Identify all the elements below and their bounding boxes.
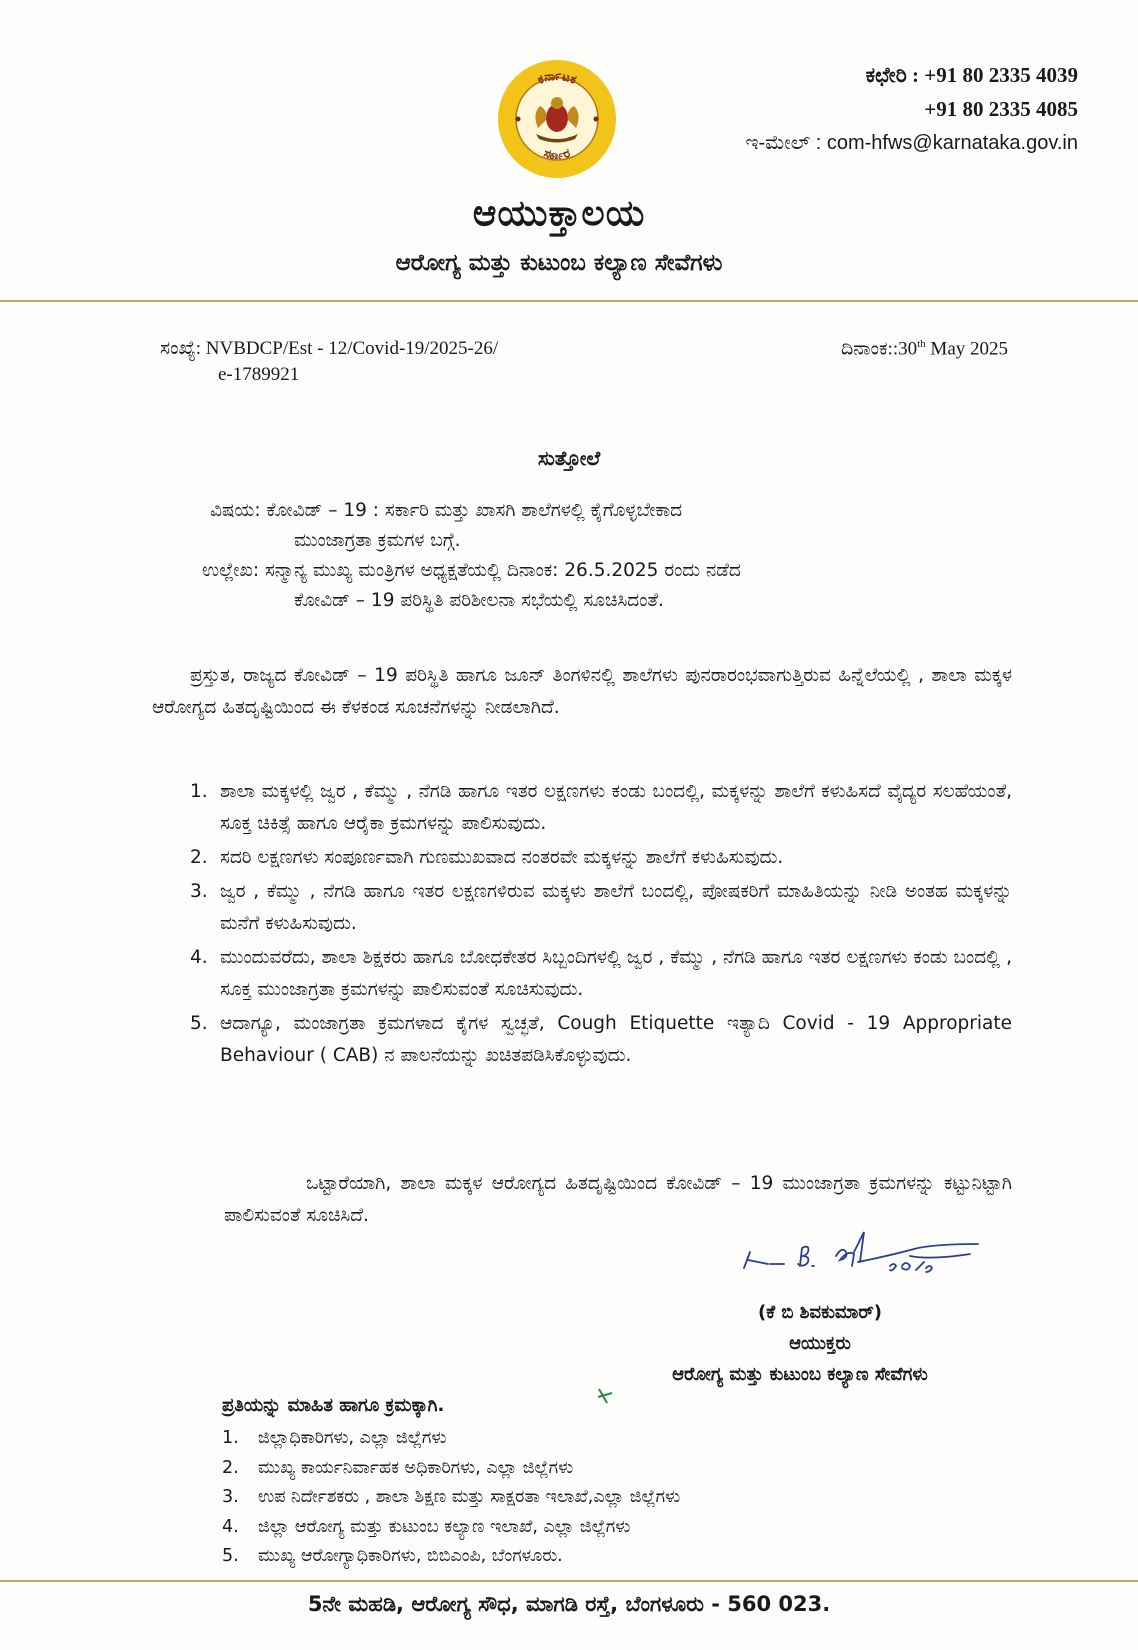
list-item-number: 3.: [222, 1487, 239, 1507]
subject-line-2: ಮುಂಜಾಗ್ರತಾ ಕ್ರಮಗಳ ಬಗ್ಗೆ.: [294, 530, 461, 551]
list-item: [222, 1542, 680, 1572]
list-item: [222, 1454, 680, 1484]
signer-designation: ಆಯುಕ್ತರು: [789, 1333, 851, 1354]
list-item: [152, 942, 1012, 1006]
list-item-number: 4.: [222, 1516, 239, 1537]
circular-date: [841, 338, 1008, 360]
closing-paragraph: [224, 1168, 1012, 1232]
date-sup: th: [917, 338, 926, 350]
list-item: [152, 776, 1012, 840]
footer-address: 5ನೇ ಮಹಡಿ, ಆರೋಗ್ಯ ಸೌಧ, ಮಾಗಡಿ ರಸ್ತೆ, ಬೆಂಗಳೂರು - 560 023.: [307, 1592, 831, 1616]
closing-text: ಒಟ್ಟಾರೆಯಾಗಿ, ಶಾಲಾ ಮಕ್ಕಳ ಆರೋಗ್ಯದ ಹಿತದೃಷ್ಟಿಯಿಂದ ಕೋವಿಡ್ – 19 ಮುಂಜಾಗ್ರತಾ ಕ್ರಮಗಳನ್ನು ಕಟ್ಟುನಿಟ್ಟಾಗಿ ಪಾಲಿಸುವಂತೆ ಸೂಚಿಸಿದೆ.: [224, 1173, 1012, 1226]
svg-text:ಸರ್ಕಾರ: [542, 146, 572, 162]
header-divider: [0, 300, 1138, 302]
office-email[interactable]: ಇ-ಮೇಲ್ : com-hfws@karnataka.gov.in: [745, 132, 1078, 154]
list-item: [222, 1513, 680, 1543]
list-item-text: ಉಪ ನಿರ್ದೇಶಕರು , ಶಾಲಾ ಶಿಕ್ಷಣ ಮತ್ತು ಸಾಕ್ಷರತಾ ಇಲಾಖೆ,ಎಲ್ಲಾ ಜಿಲ್ಲೆಗಳು: [258, 1487, 681, 1507]
signer-department: ಆರೋಗ್ಯ ಮತ್ತು ಕುಟುಂಬ ಕಲ್ಯಾಣ ಸೇವೆಗಳು: [672, 1364, 928, 1385]
instructions-list: [152, 776, 1012, 1074]
date-suffix: May 2025: [925, 338, 1008, 360]
list-item: [152, 1008, 1012, 1072]
list-item-number: 1.: [222, 1428, 239, 1448]
emblem-bottom-text: ಸರ್ಕಾರ: [542, 145, 572, 163]
subject-block: [202, 496, 1010, 616]
office-phone-2: +91 80 2335 4085: [924, 97, 1078, 121]
list-item-text: ಮುಖ್ಯ ಕಾರ್ಯನಿರ್ವಾಹಕ ಅಧಿಕಾರಿಗಳು, ಎಲ್ಲಾ ಜಿಲ್ಲೆಗಳು: [258, 1457, 574, 1478]
office-subtitle: ಆರೋಗ್ಯ ಮತ್ತು ಕುಟುಂಬ ಕಲ್ಯಾಣ ಸೇವೆಗಳು: [395, 250, 723, 276]
list-item: [152, 876, 1012, 940]
reference-number-line-1: ಸಂಖ್ಯೆ: NVBDCP/Est - 12/Covid-19/2025-26/: [160, 338, 499, 359]
karnataka-emblem-icon: [496, 58, 618, 180]
list-item-text: ಶಾಲಾ ಮಕ್ಕಳಲ್ಲಿ ಜ್ವರ , ಕೆಮ್ಮು , ನೆಗಡಿ ಹಾಗೂ ಇತರ ಲಕ್ಷಣಗಳು ಕಂಡು ಬಂದಲ್ಲಿ, ಮಕ್ಕಳನ್ನು ಶಾಲೆಗೆ ಕಳುಹಿಸದೆ ವೈದ್ಯರ ಸಲಹೆಯಂತೆ, ಸೂಕ್ತ ಚಿಕಿತ್ಸೆ ಹಾಗೂ ಆರೈಕಾ ಕ್ರಮಗಳನ್ನು ಪಾಲಿಸುವುದು.: [220, 781, 1012, 834]
list-item-number: 5.: [190, 1013, 208, 1034]
circular-title: ಸುತ್ತೋಲೆ: [537, 446, 601, 470]
copy-to-list: [222, 1424, 680, 1572]
office-phone-1: ಕಛೇರಿ : +91 80 2335 4039: [865, 63, 1078, 87]
contact-block: [746, 58, 1079, 160]
signer-name: (ಕೆ ಬಿ ಶಿವಕುಮಾರ್): [758, 1302, 882, 1323]
list-item: [222, 1424, 680, 1454]
list-item-text: ಆದಾಗ್ಯೂ, ಮಂಜಾಗ್ರತಾ ಕ್ರಮಗಳಾದ ಕೈಗಳ ಸ್ವಚ್ಛತೆ, Cough Etiquette ಇತ್ಯಾದಿ Covid - 19 Appropriate Behaviour ( CAB) ನ ಪಾಲನೆಯನ್ನು ಖಚಿತಪಡಿಸಿಕೊಳ್ಳುವುದು.: [220, 1013, 1012, 1066]
date-prefix: ದಿನಾಂಕ::30: [841, 338, 918, 360]
list-item: [222, 1483, 680, 1513]
tick-mark-icon: [596, 1385, 616, 1413]
ref-line-2: ಕೋವಿಡ್ – 19 ಪರಿಸ್ಥಿತಿ ಪರಿಶೀಲನಾ ಸಭೆಯಲ್ಲಿ ಸೂಚಿಸಿದಂತೆ.: [294, 590, 664, 611]
subject-line-1: ವಿಷಯ: ಕೋವಿಡ್ – 19 : ಸರ್ಕಾರಿ ಮತ್ತು ಖಾಸಗಿ ಶಾಲೆಗಳಲ್ಲಿ ಕೈಗೊಳ್ಳಬೇಕಾದ: [210, 500, 683, 521]
list-item-number: 1.: [190, 781, 208, 802]
reference-number: [160, 336, 498, 388]
copy-to-title: ಪ್ರತಿಯನ್ನು ಮಾಹಿತ ಹಾಗೂ ಕ್ರಮಕ್ಕಾಗಿ.: [222, 1395, 445, 1416]
emblem-top-text: ಕರ್ನಾಟಕ: [535, 68, 579, 87]
list-item-text: ಜ್ವರ , ಕೆಮ್ಮು , ನೆಗಡಿ ಹಾಗೂ ಇತರ ಲಕ್ಷಣಗಳಿರುವ ಮಕ್ಕಳು ಶಾಲೆಗೆ ಬಂದಲ್ಲಿ, ಪೋಷಕರಿಗೆ ಮಾಹಿತಿಯನ್ನು ನೀಡಿ ಅಂತಹ ಮಕ್ಕಳನ್ನು ಮನೆಗೆ ಕಳುಹಿಸುವುದು.: [220, 881, 1012, 934]
list-item-number: 4.: [190, 947, 208, 968]
footer-divider: [0, 1580, 1138, 1582]
list-item-text: ಮುಖ್ಯ ಆರೋಗ್ಯಾಧಿಕಾರಿಗಳು, ಬಿಬಿಎಂಪಿ, ಬೆಂಗಳೂರು.: [258, 1546, 563, 1566]
handwritten-signature: [740, 1226, 1000, 1286]
list-item-number: 2.: [222, 1457, 239, 1478]
list-item-number: 5.: [222, 1546, 239, 1566]
list-item-text: ಮುಂದುವರೆದು, ಶಾಲಾ ಶಿಕ್ಷಕರು ಹಾಗೂ ಬೋಧಕೇತರ ಸಿಬ್ಬಂದಿಗಳಲ್ಲಿ ಜ್ವರ , ಕೆಮ್ಮು , ನೆಗಡಿ ಹಾಗೂ ಇತರ ಲಕ್ಷಣಗಳು ಕಂಡು ಬಂದಲ್ಲಿ , ಸೂಕ್ತ ಮುಂಜಾಗ್ರತಾ ಕ್ರಮಗಳನ್ನು ಪಾಲಿಸುವಂತೆ ಸೂಚಿಸುವುದು.: [220, 947, 1012, 1000]
list-item-text: ಸದರಿ ಲಕ್ಷಣಗಳು ಸಂಪೂರ್ಣವಾಗಿ ಗುಣಮುಖವಾದ ನಂತರವೇ ಮಕ್ಕಳನ್ನು ಶಾಲೆಗೆ ಕಳುಹಿಸುವುದು.: [220, 847, 784, 868]
ref-line-1: ಉಲ್ಲೇಖ: ಸನ್ಮಾನ್ಯ ಮುಖ್ಯ ಮಂತ್ರಿಗಳ ಅಧ್ಯಕ್ಷತೆಯಲ್ಲಿ ದಿನಾಂಕ: 26.5.2025 ರಂದು ನಡೆದ: [202, 560, 741, 581]
reference-number-line-2: e-1789921: [218, 364, 300, 385]
intro-text: ಪ್ರಸ್ತುತ, ರಾಜ್ಯದ ಕೋವಿಡ್ – 19 ಪರಿಸ್ಥಿತಿ ಹಾಗೂ ಜೂನ್ ತಿಂಗಳಿನಲ್ಲಿ ಶಾಲೆಗಳು ಪುನರಾರಂಭವಾಗುತ್ತಿರುವ ಹಿನ್ನೆಲೆಯಲ್ಲಿ , ಶಾಲಾ ಮಕ್ಕಳ ಆರೋಗ್ಯದ ಹಿತದೃಷ್ಟಿಯಿಂದ ಈ ಕೆಳಕಂಡ ಸೂಚನೆಗಳನ್ನು ನೀಡಲಾಗಿದೆ.: [152, 665, 1012, 718]
list-item-text: ಜಿಲ್ಲಾಧಿಕಾರಿಗಳು, ಎಲ್ಲಾ ಜಿಲ್ಲೆಗಳು: [258, 1428, 447, 1448]
list-item-number: 3.: [190, 881, 208, 902]
list-item: [152, 842, 1012, 874]
list-item-number: 2.: [190, 847, 208, 868]
list-item-text: ಜಿಲ್ಲಾ ಆರೋಗ್ಯ ಮತ್ತು ಕುಟುಂಬ ಕಲ್ಯಾಣ ಇಲಾಖೆ, ಎಲ್ಲಾ ಜಿಲ್ಲೆಗಳು: [258, 1516, 631, 1537]
intro-paragraph: [152, 660, 1012, 724]
office-title: ಆಯುಕ್ತಾಲಯ: [472, 193, 646, 234]
